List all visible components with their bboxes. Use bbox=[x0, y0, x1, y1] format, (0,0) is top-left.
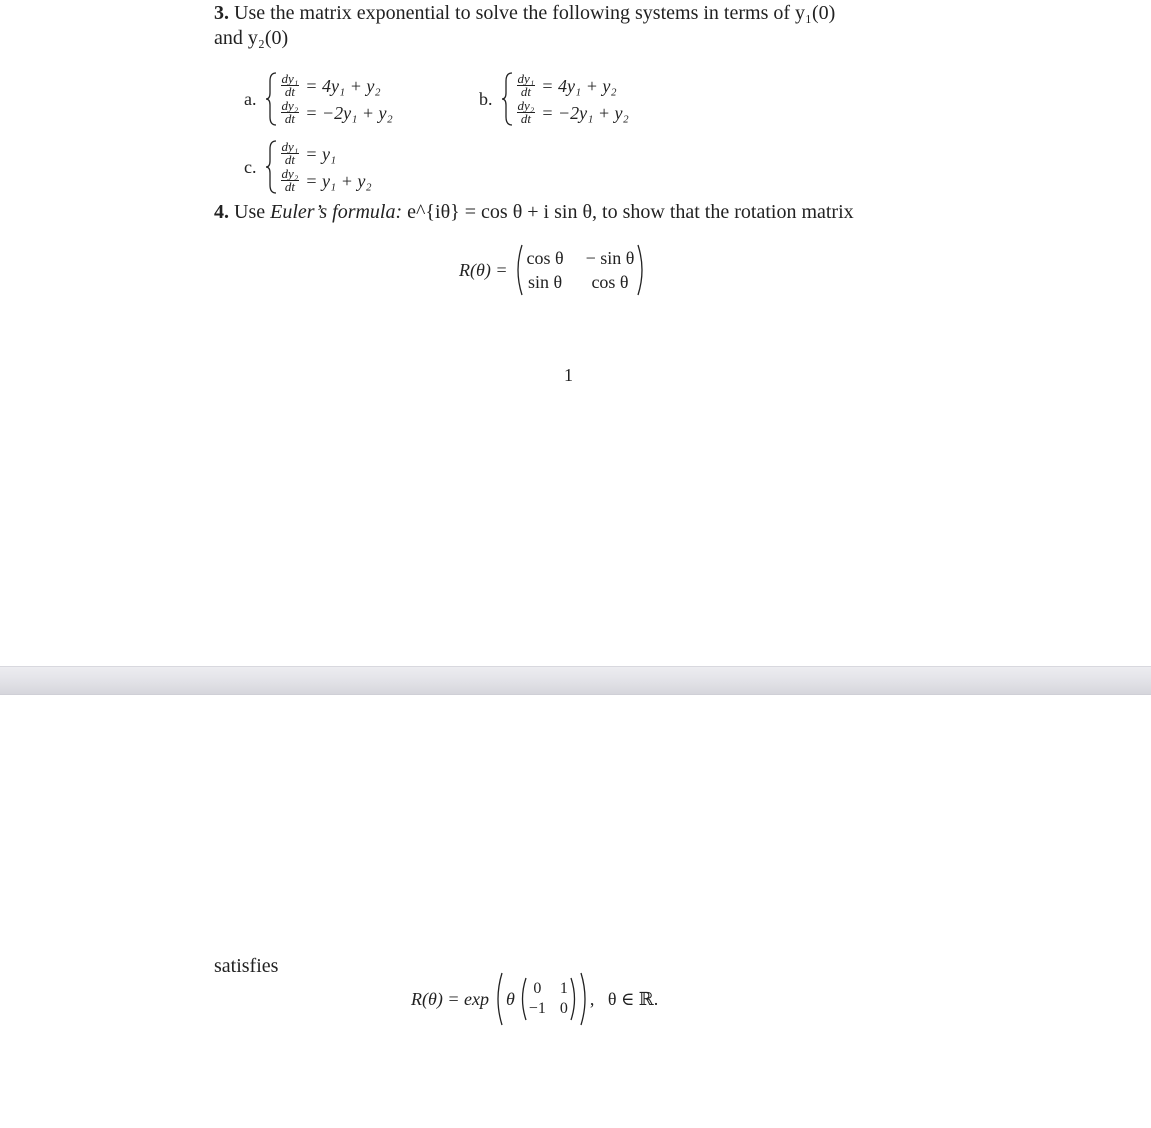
rotation-matrix-equation bbox=[459, 244, 647, 296]
equation-rhs: = −2y₁ + y₂ bbox=[305, 102, 393, 123]
system-a bbox=[244, 72, 393, 126]
satisfies-text: satisfies bbox=[214, 955, 279, 977]
system-c bbox=[244, 140, 372, 194]
derivative: $\frac{\text{dy₁}}{dt}$ bbox=[281, 139, 299, 167]
left-brace-icon bbox=[501, 72, 513, 126]
euler-formula: e^{iθ} = cos θ + i sin θ, to show that the rotation matrix bbox=[402, 201, 854, 223]
left-brace-icon bbox=[265, 72, 277, 126]
left-paren-icon bbox=[493, 972, 503, 1026]
euler-formula-label: Euler’s formula: bbox=[270, 201, 403, 223]
derivative: $\frac{\text{dy₂}}{dt}$ bbox=[281, 98, 299, 126]
page-separator bbox=[0, 666, 1151, 695]
derivative: $\frac{\text{dy₁}}{dt}$ bbox=[281, 71, 299, 99]
equation-rhs: = 4y₁ + y₂ bbox=[541, 75, 617, 96]
part-label: a. bbox=[244, 89, 257, 109]
exp-lhs: R(θ) = exp bbox=[411, 989, 489, 1009]
left-paren-icon bbox=[518, 977, 527, 1021]
problem-text: Use the matrix exponential to solve the following systems in terms of y₁(0) bbox=[234, 2, 836, 24]
problem-3-statement-cont: and y₂(0) bbox=[214, 27, 289, 49]
generator-matrix: 0 1 −1 0 bbox=[528, 980, 568, 1017]
theta-domain: , θ ∈ ℝ. bbox=[589, 989, 659, 1009]
right-paren-icon bbox=[580, 972, 590, 1026]
problem-number: 4. bbox=[214, 201, 229, 223]
left-brace-icon bbox=[265, 140, 277, 194]
part-label: c. bbox=[244, 157, 257, 177]
derivative: $\frac{\text{dy₁}}{dt}$ bbox=[517, 71, 535, 99]
equation-rhs: = y₁ bbox=[305, 143, 337, 164]
left-paren-icon bbox=[513, 244, 523, 296]
matrix-lhs: R(θ) = bbox=[459, 260, 508, 280]
rotation-matrix: cos θ − sin θ sin θ cos θ bbox=[526, 248, 635, 292]
problem-4-statement bbox=[214, 201, 854, 224]
equation-rhs: = y₁ + y₂ bbox=[305, 170, 372, 191]
problem-text: Use bbox=[234, 201, 271, 223]
right-paren-icon bbox=[570, 977, 579, 1021]
page-number: 1 bbox=[564, 365, 573, 385]
exp-formula bbox=[411, 972, 658, 1026]
equation-rhs: = −2y₁ + y₂ bbox=[541, 102, 629, 123]
system-b bbox=[479, 72, 629, 126]
theta: θ bbox=[505, 989, 515, 1009]
derivative: $\frac{\text{dy₂}}{dt}$ bbox=[517, 98, 535, 126]
problem-number: 3. bbox=[214, 2, 229, 24]
equation-rhs: = 4y₁ + y₂ bbox=[305, 75, 381, 96]
right-paren-icon bbox=[637, 244, 647, 296]
derivative: $\frac{\text{dy₂}}{dt}$ bbox=[281, 166, 299, 194]
part-label: b. bbox=[479, 89, 493, 109]
problem-3-statement bbox=[214, 2, 835, 25]
